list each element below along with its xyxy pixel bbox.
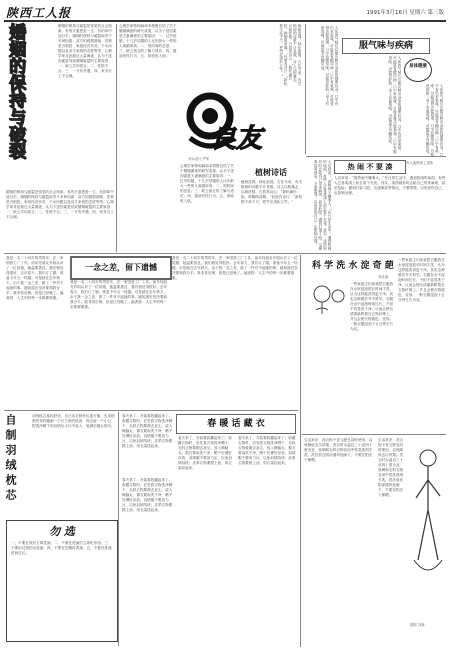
center-body: 心理学家特和赫和本特鲁总结了关于婚姻满意的研究成果，认为下述因素是夫妻满意的主要原因：一、过早结婚，十几岁结婚的人比年龄大一些的人离婚率高；二、短时间的恋爱；三、缺乏相互的了解与适应；四、婚前有性行为；五、家庭收入低。 [119,24,177,58]
right-edge-body-2: 生活常识：洗衣粉不宜与肥皂同时使用，以免降低去污效果。洗衣时水温以三十至四十度为宜，丝绸和毛料衣物宜用中性洗涤剂手洗，洗后放在阴凉通风处晾干，不要在阳光下暴晒。 [378,438,404,497]
friendship-stamp: 刊头设计 严军 [188,157,210,161]
small-box-body: 一、不要在饭后立即洗澡；二、不要在洗澡后立即吃东西；三、不要用过热的水洗澡；四、不要在空腹时洗澡；五、不要在洗澡时间过长。 [11,541,112,555]
love-body-cont: 婚姻的保持与破裂是常见的社会现象。有的夫妻恩爱一生，有的却中途分手。婚姻的保持与破裂取决于多种因素：双方的感情基础、性格是否相投、家庭经济状况、子女问题以及双方家庭的态度等等。心理学家对此做过大量调查，认为下述因素是导致婚姻破裂的主要原因：一、缺乏共同语言；二、性格不合；三、一方有外遇；四、家务分工不合理。 [6,190,114,219]
spring-title-box [176,414,296,434]
small-box [6,520,118,642]
hot-subtitle: 有人就热闹了凑热 [406,161,434,165]
spring-body-3: 春天来了，冬装要收藏起来了。收藏衣物时，应先将衣物洗净晒干，毛料衣物要刷去灰尘，放入樟脑丸；棉衣要拆洗干净，晒干后叠好存放；羽绒服不要用力压，以免羽绒结块；皮革衣物要擦上油，用衣架挂起来。 [238,436,296,465]
friendship-body-left: 心理学家特和赫和本特鲁总结了关于婚姻满意的研究成果，认为下述因素是夫妻满意的主要原因：一、过早结婚，十几岁结婚的人比年龄大一些的人离婚率高；二、短时间的恋爱；三、缺乏相互的了解与适应；四、婚前有性行为；五、家庭收入低。 [180,164,234,203]
tree-poem-body: 植树造林，绿化祖国。古往今来，有关植树的诗歌不计其数，诗人以树寓志，以树抒情。白居易诗云：“栽松满后院，种柳荫前墀。”杜甫有诗曰：“新松恨不高千尺，恶竹应须斩万竿。” [241,180,303,204]
tree-poem-title: 植树诗话 [255,168,287,177]
self-made-title-block [4,414,30,514]
odor-title-box [342,38,430,54]
hot-title-box [334,160,406,174]
hot-title: 热 闹 不 要 凑 [347,163,393,171]
center-vertical-body: 植树造林，绿化祖国。古往今来，有关植树的诗歌不计其数，诗人以树寓志，以树抒情。白居易诗云：“栽松满后院，种柳荫前墀。”杜甫有诗曰：“新松恨不高千尺，恶竹应须斩万竿。” [279,24,302,86]
science-body-left: 一些家庭主妇喜欢把衣服放在水里浸泡很长时间才洗，认为这样能洗得更干净。其实这种做法并不科学。衣服在水中浸泡时间过长，不但不容易洗干净，反而会使污渍重新附着在衣物纤维上，并且会使衣物褪色、变形。一般衣服浸泡十五分钟左右为宜。 [350,282,394,331]
right-edge-illustration [408,440,446,590]
self-made-title: 自制羽绒枕芯 [4,414,17,504]
right-top-vertical: 人体的气味往往能反映出身体的健康状况。口中有烂苹果味，可能患有糖尿病；口中有氨味，可能是肾功能衰竭；口中有腥臭味，可能是肝病；身上有鼠臭味，可能是苯丙酮尿症。 [321,26,339,106]
odor-title: 服气味与疾病 [358,41,413,51]
newspaper-title: 陕西工人报 [6,6,72,20]
masthead [6,4,444,20]
health-tag: 身体健康 [409,64,427,69]
odor-body: 人体的气味往往能反映出身体的健康状况。口中有烂苹果味，可能患有糖尿病；口中有氨味，可能是肾功能衰竭；口中有腥臭味，可能是肝病；身上有鼠臭味，可能是苯丙酮尿症。 [388,56,402,154]
odor-body-right: 人体的气味往往能反映出身体的健康状况。口中有烂苹果味，可能患有糖尿病；口中有氨味，可能是肾功能衰竭；口中有腥臭味，可能是肝病；身上有鼠臭味，可能是苯丙酮尿症。 [426,84,444,156]
woman-figure-icon [408,440,446,590]
masthead-rule [4,20,446,22]
small-box-title: 勿 选 [49,525,75,538]
right-edge-caption: 插图 刘新 [410,623,425,627]
letter-title-box [70,256,172,280]
date-info: 1991年3月16日 星期六 第三版 [366,10,444,16]
love-body: 婚姻的保持与破裂是常见的社会现象。有的夫妻恩爱一生，有的却中途分手。婚姻的保持与破裂取决于多种因素：双方的感情基础、性格是否相投、家庭经济状况、子女问题以及双方家庭的态度等等。心理学家对此做过大量调查，认为下述因素是导致婚姻破裂的主要原因：一、缺乏共同语言；二、性格不合；三、一方有外遇；四、家务分工不合理。 [58,24,112,78]
spring-title: 春 暖 话 藏 衣 [207,419,265,429]
spring-body-1: 春天来了，冬装要收藏起来了。收藏衣物时，应先将衣物洗净晒干，毛料衣物要刷去灰尘，放入樟脑丸；棉衣要拆洗干净，晒干后叠好存放；羽绒服不要用力压，以免羽绒结块；皮革衣物要擦上油，用衣架挂起来。 [122,478,173,512]
science-illustration [308,282,348,316]
health-badge [404,58,432,82]
love-title-text: 婚姻的保持与破裂 [5,23,25,159]
love-title [5,23,53,183]
flower-icon [308,282,348,316]
letter-body-right: 我是一名二十四岁的男青年，在一家国营工厂工作。前年经朋友介绍认识了一位姑娘，她温柔善良，我们相处得很好。去年春天，我们订了婚，准备今年五一结婚。可是就在去年秋天，由于我一念之差，做了一件对不起她的事，她知道后坚决要和我分手。我非常后悔，但是已经晚了。编者按：人生中的每一步都要慎重。 [172,256,298,280]
letter-title: 一念之差，留下遗憾 [85,263,157,272]
spring-left-body: 春天来了，冬装要收藏起来了。收藏衣物时，应先将衣物洗净晒干，毛料衣物要刷去灰尘，放入樟脑丸；棉衣要拆洗干净，晒干后叠好存放；羽绒服不要用力压，以免羽绒结块；皮革衣物要擦上油，用衣架挂起来。 [122,414,173,448]
spring-body-2: 春天来了，冬装要收藏起来了。收藏衣物时，应先将衣物洗净晒干，毛料衣物要刷去灰尘，放入樟脑丸；棉衣要拆洗干净，晒干后叠好存放；羽绒服不要用力压，以免羽绒结块；皮革衣物要擦上油，用衣架挂起来。 [178,436,232,470]
hot-left-vertical: 人们常说：“看热闹不嫌事大。”在日常生活中，遇到热闹的场面，有些人总喜欢凑上前去看个究竟。其实，凑热闹有时会给自己带来麻烦，甚至危险。遇到打架斗殴、交通事故等情况，不要围观，以免误伤自己，也影响处理。 [314,160,332,251]
letter-left-body: 我是一名二十四岁的男青年，在一家国营工厂工作。前年经朋友介绍认识了一位姑娘，她温柔善良，我们相处得很好。去年春天，我们订了婚，准备今年五一结婚。可是就在去年秋天，由于我一念之差，做了一件对不起她的事，她知道后坚决要和我分手。我非常后悔，但是已经晚了。编者按：人生中的每一步都要慎重。 [6,256,64,300]
right-edge-body: 生活常识：洗衣粉不宜与肥皂同时使用，以免降低去污效果。洗衣时水温以三十至四十度为宜，丝绸和毛料衣物宜用中性洗涤剂手洗，洗后放在阴凉通风处晾干，不要在阳光下暴晒。 [304,438,373,462]
science-title: 科 学 洗 水 淀 奇 葩 [312,261,394,271]
letter-body: 我是一名二十四岁的男青年，在一家国营工厂工作。前年经朋友介绍认识了一位姑娘，她温柔善良，我们相处得很好。去年春天，我们订了婚，准备今年五一结婚。可是就在去年秋天，由于我一念之差，做了一件对不起她的事，她知道后坚决要和我分手。我非常后悔，但是已经晚了。编者按：人生中的每一步都要慎重。 [70,280,168,309]
friendship-title: 良友 [210,124,263,154]
hot-body: 人们常说：“看热闹不嫌事大。”在日常生活中，遇到热闹的场面，有些人总喜欢凑上前去看个究竟。其实，凑热闹有时会给自己带来麻烦，甚至危险。遇到打架斗殴、交通事故等情况，不要围观，以免误伤自己，也影响处理。 [334,176,446,195]
self-made-body: 羽绒枕芯柔软舒适，自己动手制作也很方便。先用细密的布料缝制一个长方形的枕套，四边留一个小口，把洗净晒干的羽绒从小口中装入，装满后缝合即可。 [32,414,115,428]
science-author: 刘永丽 [378,275,389,279]
science-body-right: 一些家庭主妇喜欢把衣服放在水里浸泡很长时间才洗，认为这样能洗得更干净。其实这种做法并不科学。衣服在水中浸泡时间过长，不但不容易洗干净，反而会使污渍重新附着在衣物纤维上，并且会使衣物褪色、变形。一般衣服浸泡十五分钟左右为宜。 [398,258,445,302]
